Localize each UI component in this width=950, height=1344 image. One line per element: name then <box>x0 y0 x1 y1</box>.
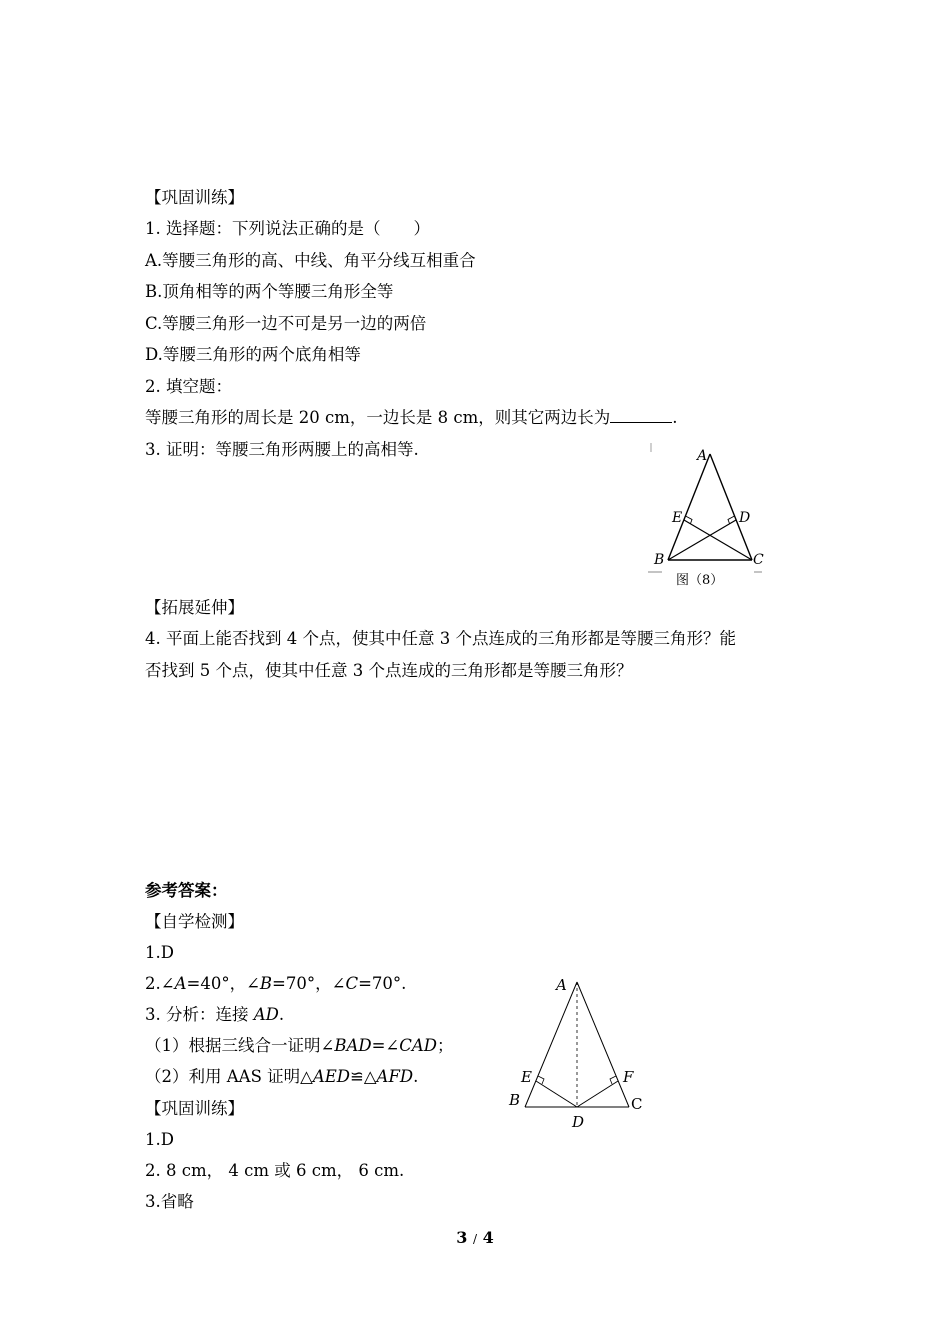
step1-angle-bad: BAD <box>334 1036 372 1055</box>
answer-figure-triangle <box>500 970 660 1135</box>
question-1: 1. 选择题：下列说法正确的是（ ） <box>145 219 430 238</box>
section-header-consolidation-answers: 【巩固训练】 <box>145 1099 244 1118</box>
label-a: A <box>556 976 567 994</box>
section-header-extension: 【拓展延伸】 <box>145 598 244 617</box>
answer-2-angle-a: A <box>174 974 187 993</box>
label-d: D <box>739 510 751 526</box>
answer-2-part: =70°，∠ <box>272 974 346 993</box>
label-c: C <box>753 552 764 568</box>
step1-text: ； <box>437 1036 454 1055</box>
page-separator: / <box>472 1232 478 1246</box>
consolidation-answer-3: 3.省略 <box>145 1192 194 1211</box>
question-4-line2: 否找到 5 个点，使其中任意 3 个点连成的三角形都是等腰三角形？ <box>145 661 633 680</box>
step2-triangle-aed: AED <box>312 1067 351 1086</box>
figure-8-triangle <box>640 440 770 592</box>
section-header-self-check: 【自学检测】 <box>145 912 244 931</box>
side-ab <box>668 454 710 560</box>
step1-text: =∠ <box>371 1036 400 1055</box>
label-f: F <box>623 1068 634 1086</box>
answer-2-part: 2.∠ <box>145 974 175 993</box>
answer-3-segment: AD <box>253 1005 279 1024</box>
figure-caption: 图（8） <box>676 573 724 588</box>
option-d: D.等腰三角形的两个底角相等 <box>145 345 361 364</box>
answer-2-angle-c: C <box>345 974 359 993</box>
step2-text: （2）利用 AAS 证明△ <box>145 1067 313 1086</box>
label-e: E <box>672 510 683 526</box>
page-total: 4 <box>482 1228 494 1247</box>
answer-2 <box>145 973 406 995</box>
page-current: 3 <box>456 1228 468 1247</box>
altitude-bd <box>668 520 736 560</box>
answer-3-text: . <box>278 1005 285 1024</box>
answer-2-angle-b: B <box>259 974 273 993</box>
answer-3-step1 <box>145 1035 454 1057</box>
label-e: E <box>521 1068 532 1086</box>
step2-triangle-afd: AFD <box>376 1067 414 1086</box>
side-ac <box>710 454 752 560</box>
altitude-ce <box>684 520 752 560</box>
label-c: C <box>631 1095 643 1113</box>
answer-2-part: =70°. <box>358 974 407 993</box>
perpendicular-df <box>577 1081 618 1107</box>
question-2-body: 等腰三角形的周长是 20 cm，一边长是 8 cm，则其它两边长为 <box>145 408 611 427</box>
option-a: A.等腰三角形的高、中线、角平分线互相重合 <box>145 251 476 270</box>
label-b: B <box>654 552 665 568</box>
option-c: C.等腰三角形一边不可是另一边的两倍 <box>145 314 427 333</box>
side-ac <box>577 982 629 1107</box>
label-d: D <box>572 1113 585 1131</box>
section-header-consolidation: 【巩固训练】 <box>145 188 244 207</box>
option-b: B.顶角相等的两个等腰三角形全等 <box>145 282 394 301</box>
side-ab <box>525 982 577 1107</box>
consolidation-answer-1: 1.D <box>145 1130 174 1149</box>
answer-2-part: =40°，∠ <box>186 974 260 993</box>
question-2-text <box>145 407 678 429</box>
consolidation-answer-2: 2. 8 cm， 4 cm 或 6 cm， 6 cm. <box>145 1161 405 1180</box>
answers-title: 参考答案： <box>145 881 228 900</box>
step2-text: ≌△ <box>350 1067 377 1086</box>
answer-3-intro <box>145 1004 284 1026</box>
page-number <box>0 1228 950 1247</box>
label-b: B <box>509 1091 521 1109</box>
step1-angle-cad: CAD <box>399 1036 438 1055</box>
answer-blank[interactable] <box>610 408 672 423</box>
question-4-line1: 4. 平面上能否找到 4 个点，使其中任意 3 个点连成的三角形都是等腰三角形？能 <box>145 629 736 648</box>
question-2: 2. 填空题： <box>145 377 232 396</box>
perpendicular-de <box>536 1081 577 1107</box>
question-2-end: . <box>672 408 678 427</box>
answer-3-text: 3. 分析：连接 <box>145 1005 254 1024</box>
answer-1: 1.D <box>145 943 174 962</box>
answer-3-step2 <box>145 1066 418 1088</box>
step2-text: . <box>413 1067 419 1086</box>
step1-text: （1）根据三线合一证明∠ <box>145 1036 335 1055</box>
label-a: A <box>697 448 708 464</box>
question-3: 3. 证明：等腰三角形两腰上的高相等. <box>145 440 419 459</box>
